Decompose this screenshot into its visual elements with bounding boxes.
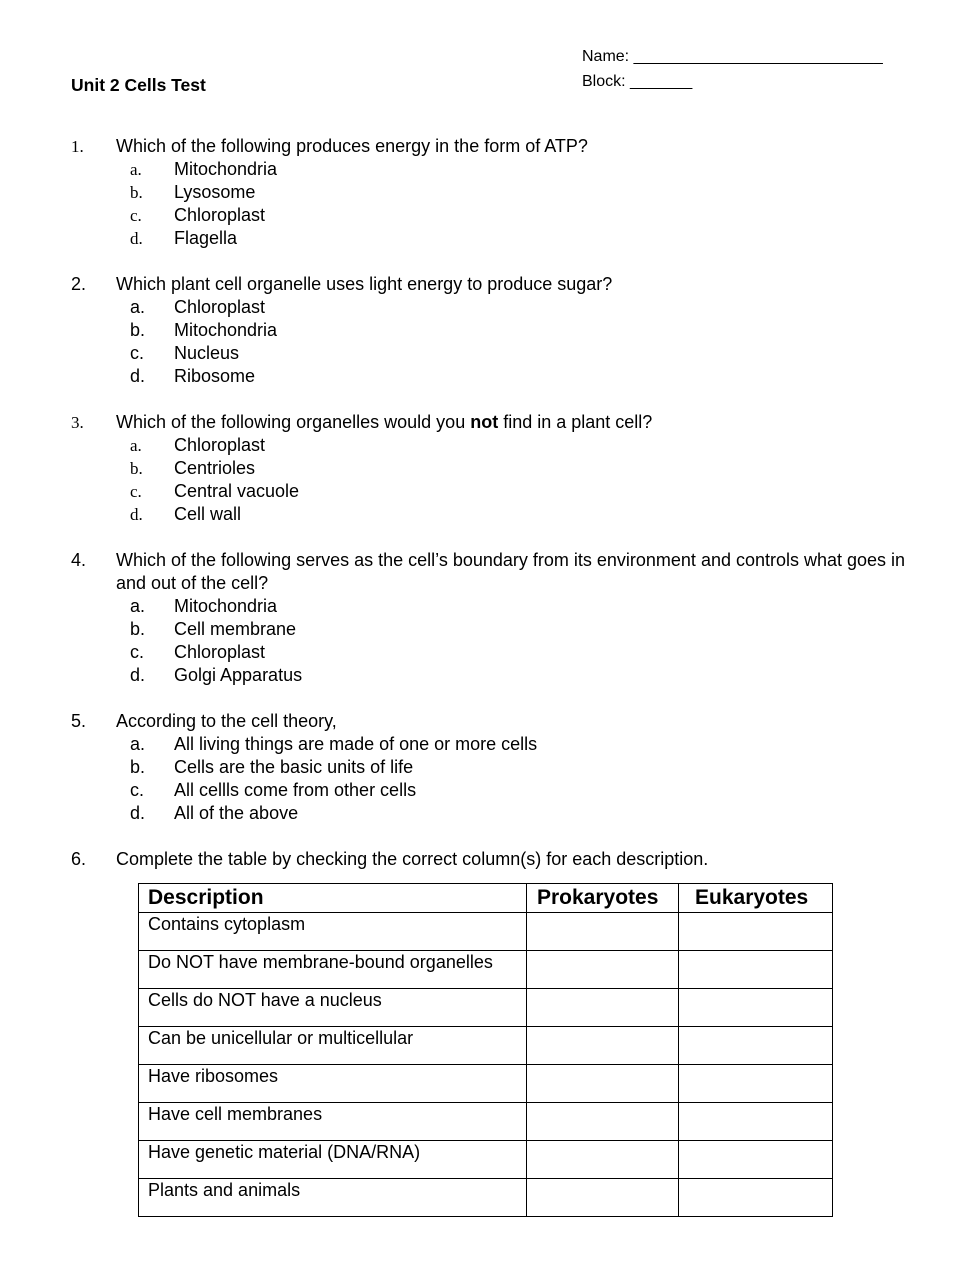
choice-d[interactable] (71, 227, 911, 250)
table-row (139, 913, 833, 951)
choice-text: Mitochondria (174, 596, 278, 616)
question-number: 6. (71, 849, 87, 869)
column-header-eukaryotes: Eukaryotes (679, 884, 833, 913)
eukaryotes-check-cell[interactable] (679, 1179, 833, 1217)
choice-text: Golgi Apparatus (174, 665, 303, 685)
question-number: 5. (71, 711, 87, 731)
choice-text: Ribosome (174, 366, 256, 386)
choice-c[interactable] (71, 204, 911, 227)
question-text: According to the cell theory, (116, 711, 337, 731)
choice-letter: d. (130, 366, 146, 386)
table-row (139, 1103, 833, 1141)
table-row (139, 951, 833, 989)
question-number: 1. (71, 137, 84, 156)
student-info (582, 44, 883, 94)
prokaryotes-check-cell[interactable] (527, 1103, 679, 1141)
choice-text: All of the above (174, 803, 299, 823)
choice-letter: a. (130, 297, 146, 317)
question-3 (71, 411, 911, 526)
block-field[interactable]: Block: _______ (582, 73, 693, 90)
choice-letter: c. (130, 642, 145, 662)
eukaryotes-check-cell[interactable] (679, 951, 833, 989)
question-text: Which of the following organelles would you not find in a plant cell? (116, 412, 653, 432)
choice-text: Centrioles (174, 458, 256, 478)
choice-letter: a. (130, 734, 146, 754)
choice-text: All living things are made of one or more cells (174, 734, 538, 754)
question-2 (71, 273, 911, 388)
choice-letter: b. (130, 320, 146, 340)
table-row (139, 989, 833, 1027)
eukaryotes-check-cell[interactable] (679, 1027, 833, 1065)
choice-d[interactable] (71, 365, 911, 388)
choice-letter: d. (130, 803, 146, 823)
choice-c[interactable] (71, 779, 911, 802)
choice-text: Chloroplast (174, 642, 266, 662)
choice-a[interactable] (71, 595, 911, 618)
description-cell: Have genetic material (DNA/RNA) (139, 1141, 527, 1179)
prokaryotes-check-cell[interactable] (527, 1065, 679, 1103)
prokaryotes-check-cell[interactable] (527, 1027, 679, 1065)
prokaryotes-check-cell[interactable] (527, 1179, 679, 1217)
choice-c[interactable] (71, 641, 911, 664)
choice-letter: b. (130, 757, 146, 777)
table-row (139, 1179, 833, 1217)
choice-a[interactable] (71, 158, 911, 181)
description-cell: Cells do NOT have a nucleus (139, 989, 527, 1027)
emphasis-not: not (470, 412, 499, 432)
choice-letter: a. (130, 596, 146, 616)
choice-letter: c. (130, 206, 142, 225)
description-cell: Contains cytoplasm (139, 913, 527, 951)
choice-letter: b. (130, 183, 143, 202)
eukaryotes-check-cell[interactable] (679, 913, 833, 951)
column-header-description: Description (139, 884, 527, 913)
choice-text: Central vacuole (174, 481, 300, 501)
choice-d[interactable] (71, 503, 911, 526)
choice-c[interactable] (71, 480, 911, 503)
description-cell: Do NOT have membrane-bound organelles (139, 951, 527, 989)
question-5 (71, 710, 911, 825)
question-text: Which of the following serves as the cell’s boundary from its environment and controls what goes in and out of the cell? (116, 550, 906, 593)
question-number: 3. (71, 413, 84, 432)
choice-letter: d. (130, 505, 143, 524)
question-text: Which of the following produces energy in the form of ATP? (116, 136, 588, 156)
question-text: Complete the table by checking the correct column(s) for each description. (116, 849, 709, 869)
choice-b[interactable] (71, 756, 911, 779)
choice-text: Flagella (174, 228, 238, 248)
choice-d[interactable] (71, 664, 911, 687)
prokaryote-eukaryote-table (138, 883, 833, 1217)
table-header-row (139, 884, 833, 913)
choice-a[interactable] (71, 733, 911, 756)
choice-b[interactable] (71, 319, 911, 342)
question-4 (71, 549, 911, 687)
choice-text: Mitochondria (174, 159, 278, 179)
choice-letter: c. (130, 780, 145, 800)
choice-text: Chloroplast (174, 435, 266, 455)
table-row (139, 1027, 833, 1065)
choice-b[interactable] (71, 618, 911, 641)
description-cell: Plants and animals (139, 1179, 527, 1217)
question-1 (71, 135, 911, 250)
choice-a[interactable] (71, 296, 911, 319)
question-text: Which plant cell organelle uses light energy to produce sugar? (116, 274, 613, 294)
description-cell: Can be unicellular or multicellular (139, 1027, 527, 1065)
choice-text: Lysosome (174, 182, 256, 202)
choice-c[interactable] (71, 342, 911, 365)
choice-letter: b. (130, 619, 146, 639)
prokaryotes-check-cell[interactable] (527, 913, 679, 951)
column-header-prokaryotes: Prokaryotes (527, 884, 679, 913)
question-6 (71, 848, 911, 871)
choice-letter: d. (130, 229, 143, 248)
name-field[interactable]: Name: ____________________________ (582, 48, 883, 65)
choice-text: All cellls come from other cells (174, 780, 417, 800)
choice-text: Nucleus (174, 343, 240, 363)
choice-a[interactable] (71, 434, 911, 457)
choice-letter: c. (130, 482, 142, 501)
prokaryotes-check-cell[interactable] (527, 989, 679, 1027)
eukaryotes-check-cell[interactable] (679, 989, 833, 1027)
choice-letter: b. (130, 459, 143, 478)
choice-text: Cells are the basic units of life (174, 757, 414, 777)
choice-text: Chloroplast (174, 205, 266, 225)
choice-b[interactable] (71, 181, 911, 204)
choice-text: Cell membrane (174, 619, 297, 639)
prokaryotes-check-cell[interactable] (527, 951, 679, 989)
page-title: Unit 2 Cells Test (71, 75, 206, 95)
description-cell: Have ribosomes (139, 1065, 527, 1103)
question-number: 2. (71, 274, 87, 294)
choice-letter: a. (130, 160, 142, 179)
eukaryotes-check-cell[interactable] (679, 1141, 833, 1179)
question-number: 4. (71, 550, 87, 570)
table-row (139, 1141, 833, 1179)
choice-d[interactable] (71, 802, 911, 825)
choice-letter: c. (130, 343, 145, 363)
choice-text: Mitochondria (174, 320, 278, 340)
description-cell: Have cell membranes (139, 1103, 527, 1141)
choice-b[interactable] (71, 457, 911, 480)
eukaryotes-check-cell[interactable] (679, 1103, 833, 1141)
eukaryotes-check-cell[interactable] (679, 1065, 833, 1103)
table-row (139, 1065, 833, 1103)
prokaryotes-check-cell[interactable] (527, 1141, 679, 1179)
choice-text: Chloroplast (174, 297, 266, 317)
choice-letter: d. (130, 665, 146, 685)
choice-letter: a. (130, 436, 142, 455)
choice-text: Cell wall (174, 504, 242, 524)
